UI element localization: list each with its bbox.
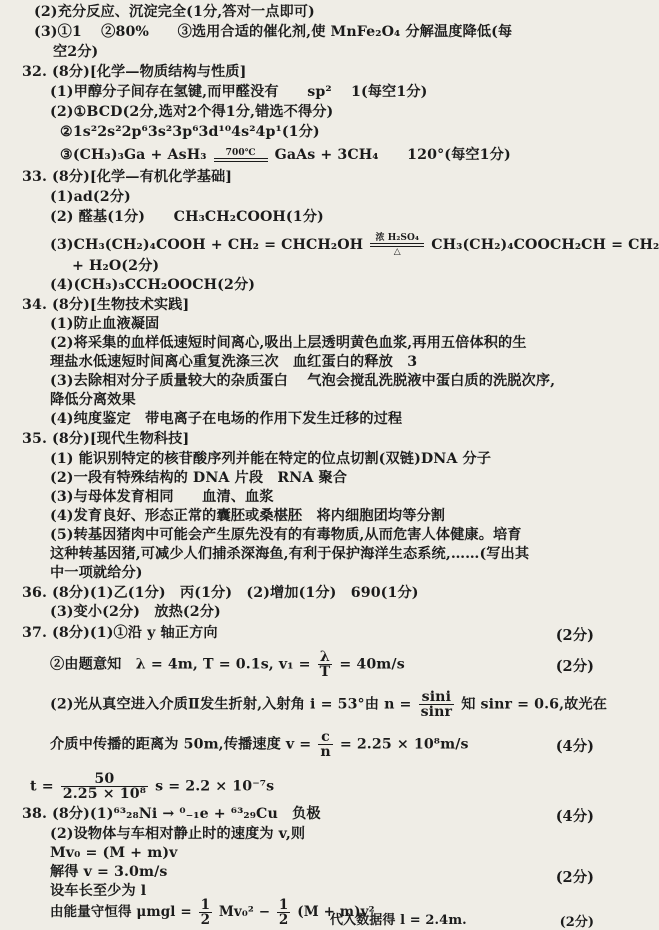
q31-line3: 空2分) [53, 44, 99, 60]
q38-line3: Mv₀ = (M + m)v [50, 845, 178, 861]
q37-line3-b: 知 sinr = 0.6,故光在 [461, 696, 608, 713]
q33-line1: (1)ad(2分) [50, 189, 131, 205]
q35-line2: (2)一段有特殊结构的 DNA 片段 RNA 聚合 [50, 470, 348, 486]
time-fraction: $\frac{50}{\text{2.25 × 10⁸}}$ [62, 771, 147, 802]
q37-line3 [50, 690, 607, 719]
q37-line4 [50, 730, 469, 759]
q34-line5: 降低分离效果 [50, 392, 136, 408]
q35-line6: 这种转基因猪,可减少人们捕杀深海鱼,有利于保护海洋生态系统,……(写出其 [50, 546, 530, 562]
q38-score3: (2分) [559, 915, 594, 930]
q34-line3: 理盐水低速短时间离心重复洗涤三次 血红蛋白的释放 3 [50, 354, 418, 370]
q37-score2: (2分) [555, 658, 594, 675]
q38-line1: 38. (8分)(1)⁶³₂₈Ni → ⁰₋₁e + ⁶³₂₉Cu 负极 [22, 806, 321, 822]
q37-line5 [30, 772, 274, 801]
q33-line5: (4)(CH₃)₃CCH₂OOCH(2分) [50, 277, 256, 293]
q32-line2: (2)①BCD(2分,选对2个得1分,错选不得分) [50, 104, 334, 120]
esterification-arrow [370, 233, 424, 257]
q35-line1: (1) 能识别特定的核苷酸序列并能在特定的位点切割(双链)DNA 分子 [50, 451, 492, 467]
q36-line1: 36. (8分)(1)乙(1分) 丙(1分) (2)增加(1分) 690(1分) [22, 585, 419, 601]
q37-line1: 37. (8分)(1)①沿 y 轴正方向 [22, 625, 218, 641]
q37-line4-b: = 2.25 × 10⁸m/s [339, 736, 469, 753]
q32-line4-right: GaAs + 3CH₄ 120°(每空1分) [274, 147, 511, 163]
heat-label: △ [393, 247, 401, 257]
reaction-arrow [214, 148, 268, 162]
q33-line3-right: CH₃(CH₂)₄COOCH₂CH = CH₂ [431, 237, 659, 253]
q35-header: 35. (8分)[现代生物科技] [22, 431, 190, 447]
q37-line3-a: (2)光从真空进入介质Ⅱ发生折射,入射角 i = 53°由 n = [50, 696, 412, 713]
q38-line2: (2)设物体与车相对静止时的速度为 v,则 [50, 826, 306, 842]
q35-line4: (4)发育良好、形态正常的囊胚或桑椹胚 将内细胞团均等分割 [50, 508, 446, 524]
q37-score1: (2分) [555, 627, 594, 644]
q37-line2-a: ②由题意知 λ = 4m, T = 0.1s, v₁ = [50, 656, 311, 673]
q37-line2-b: = 40m/s [339, 656, 405, 673]
q37-line2 [50, 650, 405, 679]
q33-header: 33. (8分)[化学—有机化学基础] [22, 169, 233, 185]
reaction-condition: 700℃ [225, 148, 256, 158]
q31-line2: (3)①1 ②80% ③选用合适的催化剂,使 MnFe₂O₄ 分解温度降低(每 [34, 24, 513, 40]
q32-header: 32. (8分)[化学—物质结构与性质] [22, 64, 247, 80]
q36-line2: (3)变小(2分) 放热(2分) [50, 604, 221, 620]
q37-line5-a: t = [30, 778, 54, 795]
q34-line1: (1)防止血液凝固 [50, 316, 160, 332]
q38-line4: 解得 v = 3.0m/s [50, 864, 168, 880]
wavelength-over-period-fraction: $\frac{\lambda}{T}$ [319, 649, 331, 680]
q34-line6: (4)纯度鉴定 带电离子在电场的作用下发生迁移的过程 [50, 411, 403, 427]
q31-line1: (2)充分反应、沉淀完全(1分,答对一点即可) [34, 4, 315, 20]
q33-line4: + H₂O(2分) [72, 258, 160, 274]
q33-line3-left: (3)CH₃(CH₂)₄COOH + CH₂ = CHCH₂OH [50, 237, 364, 253]
q38-score1: (4分) [555, 808, 594, 825]
refraction-index-fraction: $\frac{\sin i}{\sin r}$ [420, 689, 453, 720]
q35-line7: 中一项就给分) [50, 565, 143, 581]
q38-line6-c: (M + m)v² [297, 904, 375, 920]
speed-fraction: $\frac{c}{n}$ [320, 729, 331, 760]
catalyst-label: 浓 H₂SO₄ [375, 233, 420, 243]
q32-line3: ②1s²2s²2p⁶3s²3p⁶3d¹⁰4s²4p¹(1分) [60, 124, 320, 140]
q33-line3 [50, 233, 659, 257]
q32-line4 [60, 146, 511, 164]
q34-line4: (3)去除相对分子质量较大的杂质蛋白 气泡会搅乱洗脱液中蛋白质的洗脱次序, [50, 373, 556, 389]
q35-line3: (3)与母体发育相同 血清、血浆 [50, 489, 274, 505]
q38-line7: 代入数据得 l = 2.4m. [330, 913, 467, 928]
q35-line5: (5)转基因猪肉中可能会产生原先没有的有毒物质,从而危害人体健康。培育 [50, 527, 522, 543]
q38-line5: 设车长至少为 l [50, 883, 147, 899]
q33-line2: (2) 醛基(1分) CH₃CH₂COOH(1分) [50, 209, 324, 225]
half-fraction-2: $\frac{1}{2}$ [278, 897, 289, 928]
q34-line2: (2)将采集的血样低速短时间离心,吸出上层透明黄色血浆,再用五倍体积的生 [50, 335, 527, 351]
q37-line4-a: 介质中传播的距离为 50m,传播速度 v = [50, 736, 312, 753]
q32-line4-left: ③(CH₃)₃Ga + AsH₃ [60, 147, 207, 163]
q32-line1: (1)甲醇分子间存在氢键,而甲醛没有 sp² 1(每空1分) [50, 84, 428, 100]
q34-header: 34. (8分)[生物技术实践] [22, 297, 190, 313]
q38-line6-a: 由能量守恒得 μmgl = [50, 904, 192, 920]
q38-score2: (2分) [555, 869, 594, 886]
q37-line5-b: s = 2.2 × 10⁻⁷s [155, 778, 275, 795]
half-fraction-1: $\frac{1}{2}$ [200, 897, 211, 928]
q38-line6 [50, 898, 375, 927]
q37-score3: (4分) [555, 738, 594, 755]
q38-line6-b: Mv₀² − [218, 904, 271, 920]
